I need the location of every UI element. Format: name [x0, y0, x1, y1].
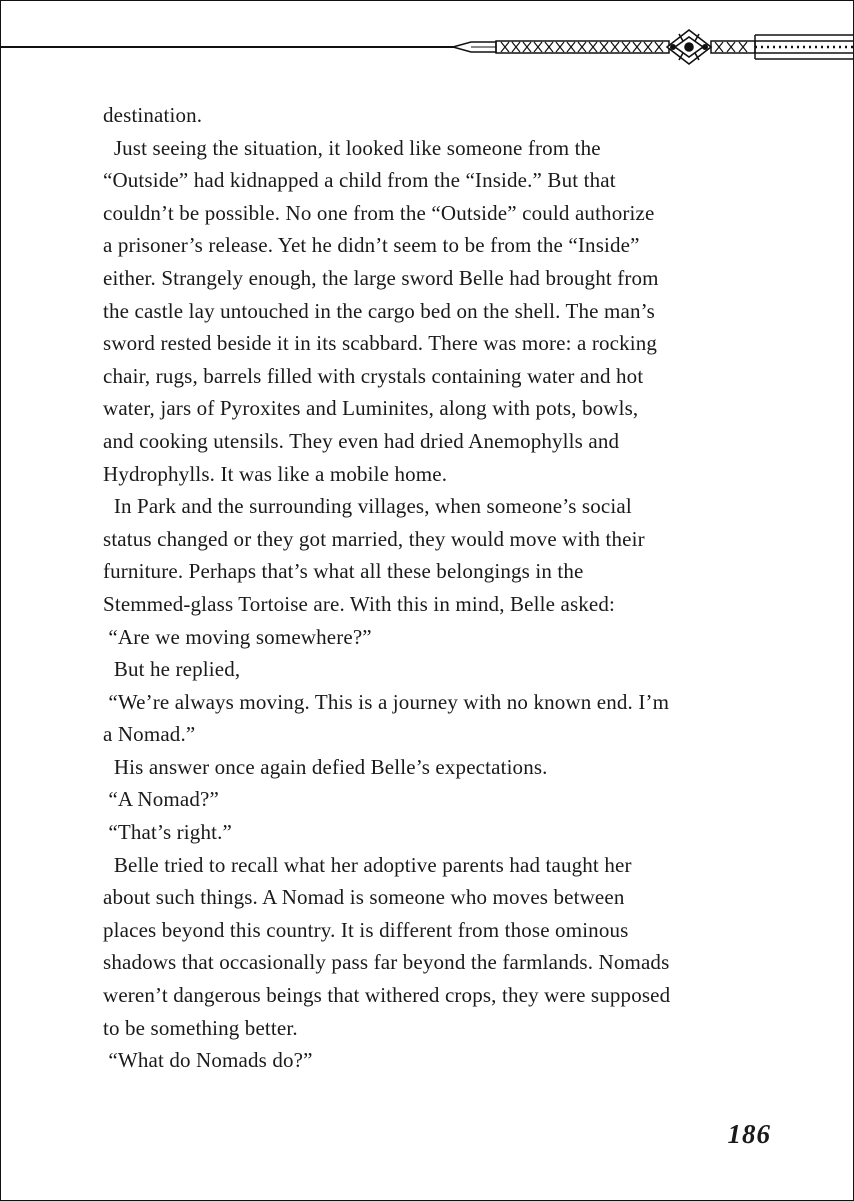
text-line: shadows that occasionally pass far beyond the farmlands. Nomads	[103, 950, 670, 975]
text-line: “We’re always moving. This is a journey with no known end. I’m	[103, 689, 670, 714]
page-number: 186	[727, 1119, 771, 1149]
text-line: In Park and the surrounding villages, when someone’s social	[103, 494, 632, 519]
text-line: “Are we moving somewhere?”	[103, 624, 372, 649]
text-line: Belle tried to recall what her adoptive parents had taught her	[103, 852, 632, 877]
text-line: chair, rugs, barrels filled with crystals containing water and hot	[103, 363, 644, 388]
header-ornament	[1, 27, 854, 71]
text-line: places beyond this country. It is different from those ominous	[103, 917, 629, 942]
text-line: the castle lay untouched in the cargo bed on the shell. The man’s	[103, 298, 655, 323]
text-line: to be something better.	[103, 1015, 298, 1040]
text-line: “What do Nomads do?”	[103, 1048, 313, 1073]
text-line: “That’s right.”	[103, 820, 232, 845]
text-line: His answer once again defied Belle’s expectations.	[103, 754, 548, 779]
text-line: Stemmed-glass Tortoise are. With this in mind, Belle asked:	[103, 591, 616, 616]
text-line: destination.	[103, 103, 203, 127]
text-line: Hydrophylls. It was like a mobile home.	[103, 461, 448, 486]
body-text	[103, 99, 783, 1077]
text-line: either. Strangely enough, the large sword Belle had brought from	[103, 265, 659, 290]
text-line: “Outside” had kidnapped a child from the “Inside.” But that	[103, 168, 616, 193]
text-line: a Nomad.”	[103, 722, 196, 747]
text-line: furniture. Perhaps that’s what all these belongings in the	[103, 559, 584, 584]
text-line: sword rested beside it in its scabbard. There was more: a rocking	[103, 331, 658, 356]
text-line: Just seeing the situation, it looked like someone from the	[103, 135, 601, 160]
text-line: a prisoner’s release. Yet he didn’t seem to be from the “Inside”	[103, 233, 640, 258]
text-line: and cooking utensils. They even had dried Anemophylls and	[103, 428, 620, 453]
text-line: But he replied,	[103, 657, 241, 682]
text-line: “A Nomad?”	[103, 787, 219, 812]
text-line: weren’t dangerous beings that withered crops, they were supposed	[103, 983, 671, 1008]
text-line: status changed or they got married, they would move with their	[103, 526, 645, 551]
text-line: couldn’t be possible. No one from the “Outside” could authorize	[103, 200, 655, 225]
text-line: water, jars of Pyroxites and Luminites, along with pots, bowls,	[103, 396, 639, 421]
text-line: about such things. A Nomad is someone who moves between	[103, 885, 625, 910]
